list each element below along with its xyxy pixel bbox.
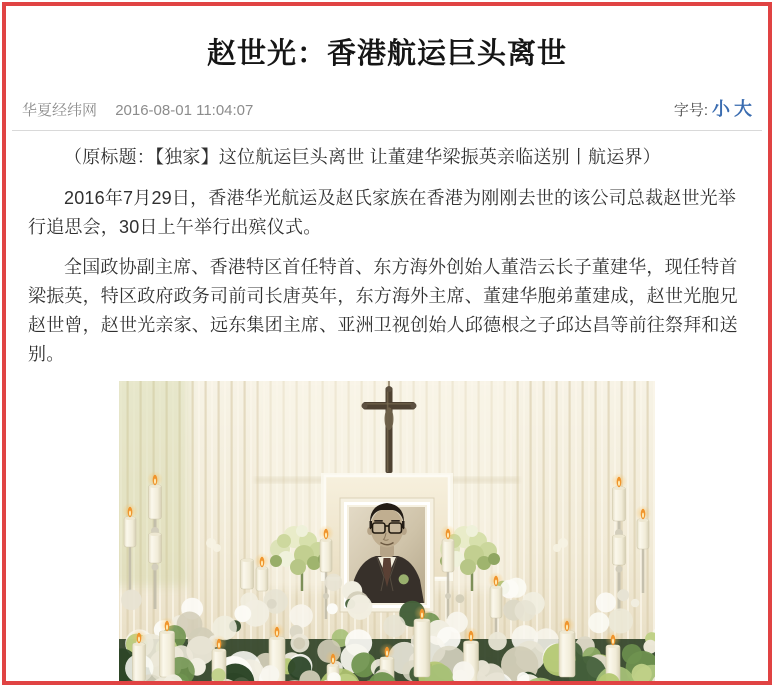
article-body [6,143,768,369]
memorial-photo [119,381,655,685]
paragraph-memorial: 2016年7月29日，香港华光航运及赵氏家族在香港为刚刚去世的该公司总裁赵世光举行追思会，30日上午举行出殡仪式。 [28,187,737,237]
publish-datetime: 2016-08-01 11:04:07 [115,102,254,119]
paragraph-attendees: 全国政协副主席、香港特区首任特首、东方海外创始人董浩云长子董建华，现任特首梁振英，特区政府政务司前司长唐英年，东方海外主席、董建华胞弟董建成，赵世光胞兄赵世曾，赵世光亲家、远东集团主席、亚洲卫视创始人邱德根之子邱达昌等前往祭拜和送别。 [28,257,738,364]
meta-bar [22,95,752,121]
article-title: 赵世光：香港航运巨头离世 [206,38,567,70]
font-size-small-button[interactable]: 小 [712,99,730,119]
meta-left [22,99,267,120]
paragraph-original-title: （原标题：【独家】这位航运巨头离世 让董建华梁振英亲临送别丨航运界） [64,147,661,167]
font-size-controls [674,95,752,121]
memorial-altar-illustration [119,381,655,685]
font-size-large-button[interactable]: 大 [734,99,752,119]
page-frame [2,2,772,685]
font-size-label: 字号: [673,102,708,119]
source-name: 华夏经纬网 [22,102,98,119]
meta-divider [12,130,762,131]
